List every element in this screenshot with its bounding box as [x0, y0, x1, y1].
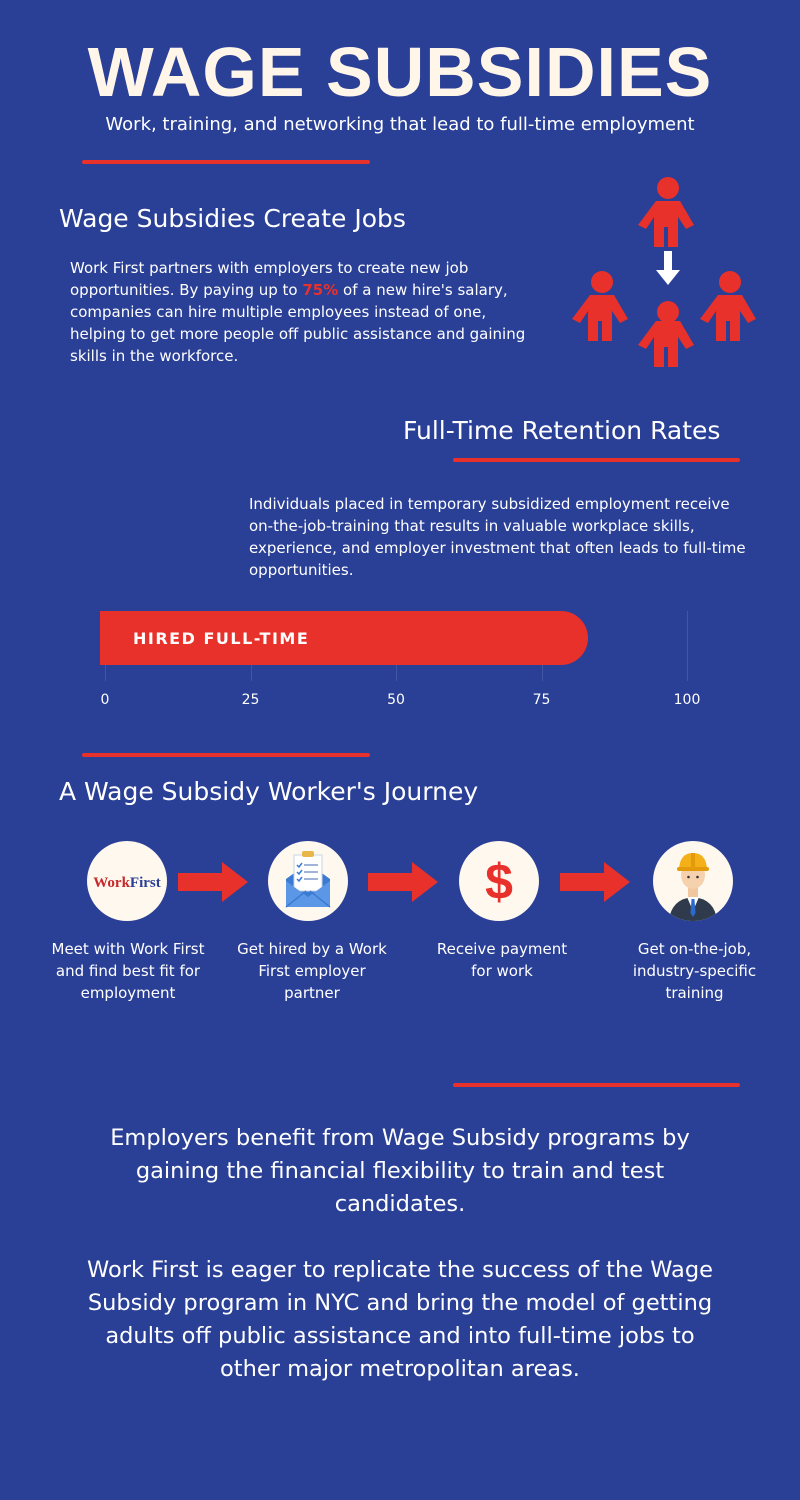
step-label: Get on-the-job, industry-specific training — [632, 940, 757, 1002]
tick-label: 100 — [673, 692, 701, 708]
step-label: Meet with Work First and find best fit for employment — [51, 940, 205, 1002]
workfirst-logo — [87, 841, 167, 921]
divider — [453, 1083, 740, 1087]
logo-text: WorkFirst — [93, 875, 161, 891]
closing-paragraph-2: Work First is eager to replicate the success of the Wage Subsidy program in NYC and bring the model of getting adults off public assistance and into full-time jobs to other major metropolitan areas. — [87, 1257, 713, 1382]
jobs-body: Work First partners with employers to create new job opportunities. By paying up to 75% of a new hire's salary, companies can hire multiple employees instead of one, helping to get more people off public assistance and gaining skills in the workforce. — [70, 259, 526, 365]
tick-label: 0 — [100, 692, 110, 708]
step-label: Receive payment for work — [436, 940, 568, 980]
retention-heading: Full-Time Retention Rates — [403, 416, 721, 445]
page-title: WAGE SUBSIDIES — [87, 33, 713, 111]
divider — [82, 753, 370, 757]
retention-body: Individuals placed in temporary subsidized employment receive on-the-job-training that results in valuable workplace skills, experience, and employer investment that often leads to full-time opportunities. — [249, 495, 746, 579]
arrow-right-icon — [178, 862, 250, 902]
tick-label: 75 — [532, 692, 551, 708]
arrow-right-icon — [368, 862, 440, 902]
journey-heading: A Wage Subsidy Worker's Journey — [59, 777, 479, 806]
divider — [82, 160, 370, 164]
page-subtitle: Work, training, and networking that lead to full-time employment — [105, 114, 695, 135]
arrow-right-icon — [560, 862, 632, 902]
gridline — [687, 611, 688, 681]
people-network-icon — [570, 175, 762, 370]
tick-label: 50 — [387, 692, 405, 708]
clipboard-envelope-icon — [268, 841, 348, 921]
bar-label: HIRED FULL-TIME — [133, 629, 310, 648]
divider — [453, 458, 740, 462]
dollar-sign-icon — [459, 841, 539, 921]
tick-label: 25 — [241, 692, 260, 708]
step-label: Get hired by a Work First employer partner — [237, 940, 387, 1002]
hardhat-worker-icon — [653, 841, 733, 921]
highlight-percent: 75% — [302, 281, 339, 299]
closing-paragraph-1: Employers benefit from Wage Subsidy programs by gaining the financial flexibility to train and test candidates. — [110, 1125, 690, 1217]
svg-text:$: $ — [485, 854, 513, 910]
jobs-heading: Wage Subsidies Create Jobs — [59, 204, 406, 233]
